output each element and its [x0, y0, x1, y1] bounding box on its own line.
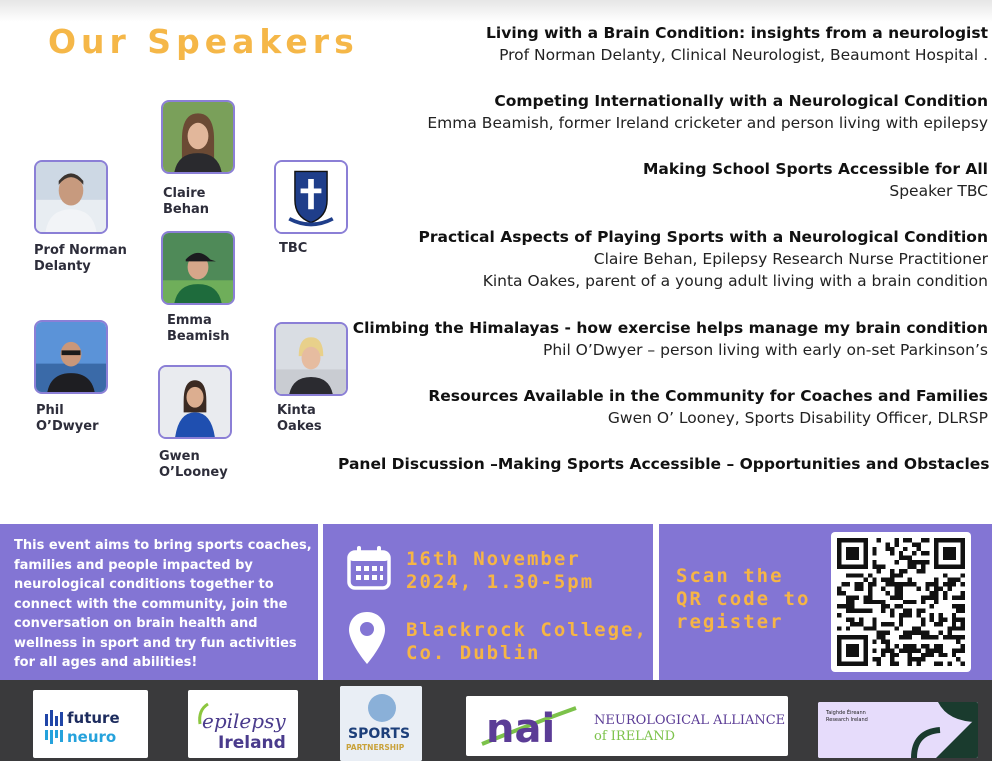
event-date: 16th November 2024, 1.30-5pm — [406, 548, 595, 593]
agenda-item-detail: Prof Norman Delanty, Clinical Neurologist, Beaumont Hospital . — [499, 46, 988, 64]
agenda-item-title: Resources Available in the Community for Coaches and Families — [428, 387, 988, 405]
page-title: Our Speakers — [48, 22, 359, 61]
agenda-item-detail: Emma Beamish, former Ireland cricketer and person living with epilepsy — [427, 114, 988, 132]
agenda-item-title: Making School Sports Accessible for All — [642, 160, 988, 178]
calendar-icon — [345, 544, 393, 592]
partner-logos — [0, 680, 992, 761]
logo-text: Ireland — [218, 733, 286, 753]
logo-sports-partnership — [340, 686, 422, 761]
logo-text: PARTNERSHIP — [346, 743, 405, 752]
agenda-item-title: Climbing the Himalayas - how exercise helps manage my brain condition — [352, 319, 988, 337]
info-band — [0, 524, 992, 680]
logo-text: epilepsy — [202, 709, 286, 733]
agenda-item-title: Competing Internationally with a Neurological Condition — [494, 92, 988, 110]
speaker-name-norman: Prof Norman Delanty — [34, 243, 127, 274]
logo-text: Research Ireland — [826, 717, 868, 723]
logo-text: nai — [486, 706, 556, 752]
agenda-item-detail: Kinta Oakes, parent of a young adult living with a brain condition — [482, 272, 988, 290]
logo-epilepsy-ireland — [188, 690, 298, 758]
agenda-item — [338, 226, 988, 292]
agenda-item-detail: Gwen O’ Looney, Sports Disability Officer, DLRSP — [607, 409, 988, 427]
register-panel — [659, 524, 992, 680]
logo-text: NEUROLOGICAL ALLIANCE — [594, 713, 786, 728]
event-description: This event aims to bring sports coaches, families and people impacted by neurological conditions together to connect with the community, join the conversation on brain health and wellness in sport and try fun activities for all ages and abilities! — [14, 538, 312, 670]
top-fade — [0, 0, 992, 22]
qr-modules — [837, 538, 965, 666]
logo-text: neuro — [67, 728, 117, 746]
logo-research-ireland — [818, 702, 978, 758]
agenda-item-detail: Speaker TBC — [889, 182, 988, 200]
logo-text: of IRELAND — [594, 729, 676, 744]
agenda-item — [338, 90, 988, 134]
agenda-item-detail: Phil O’Dwyer – person living with early on-set Parkinson’s — [542, 341, 988, 359]
event-details-panel — [323, 524, 653, 680]
speaker-photo-norman — [34, 160, 108, 234]
event-location: Blackrock College, Co. Dublin — [406, 619, 648, 664]
qr-code-icon — [837, 538, 965, 666]
map-pin-icon — [347, 610, 387, 666]
speaker-photo-emma — [161, 231, 235, 305]
speaker-name-phil: Phil O’Dwyer — [36, 403, 99, 434]
agenda-item-title: Living with a Brain Condition: insights from a neurologist — [486, 24, 988, 42]
agenda-item-title: Panel Discussion –Making Sports Accessible – Opportunities and Obstacles — [338, 455, 990, 473]
speaker-name-claire: Claire Behan — [163, 186, 210, 217]
speaker-name-emma: Emma Beamish — [167, 313, 230, 344]
agenda-item-detail: Claire Behan, Epilepsy Research Nurse Practitioner — [593, 250, 988, 268]
logo-text: future — [67, 709, 120, 727]
school-crest-icon — [276, 162, 346, 232]
speaker-photo-claire — [161, 100, 235, 174]
logo-text: SPORTS — [348, 726, 411, 742]
speaker-photo-kinta — [274, 322, 348, 396]
speaker-name-tbc: TBC — [279, 241, 308, 256]
speaker-photo-phil — [34, 320, 108, 394]
speaker-name-kinta: Kinta Oakes — [277, 403, 322, 434]
qr-code[interactable] — [831, 532, 971, 672]
agenda-item — [338, 453, 988, 475]
speaker-photo-tbc — [274, 160, 348, 234]
agenda-item — [338, 158, 988, 202]
speaker-photo-gwen — [158, 365, 232, 439]
speaker-name-gwen: Gwen O’Looney — [159, 449, 228, 480]
agenda-item — [338, 22, 988, 66]
agenda-item — [338, 317, 988, 361]
logo-text: Taighde Éireann — [826, 710, 866, 716]
about-panel — [0, 524, 318, 680]
register-text: Scan the QR code to register — [676, 565, 811, 633]
agenda-item-title: Practical Aspects of Playing Sports with a Neurological Condition — [418, 228, 988, 246]
logo-nai — [466, 696, 788, 756]
logo-futureneuro — [33, 690, 148, 758]
agenda-item — [338, 385, 988, 429]
